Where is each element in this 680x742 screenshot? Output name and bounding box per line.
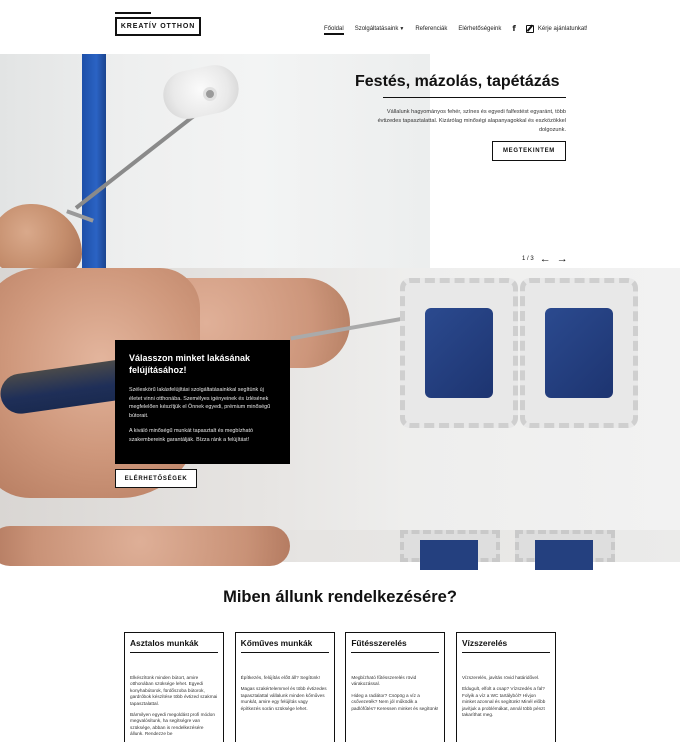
arrow-right-icon[interactable]: →: [556, 253, 568, 265]
arrow-left-icon[interactable]: ←: [539, 253, 551, 265]
chevron-down-icon: ▼: [399, 25, 405, 32]
service-card-text: Vízszerelés, javítás rövid határidővel.: [461, 675, 540, 680]
nav-item-contacts[interactable]: Elérhetőségeink: [458, 25, 502, 32]
service-card-text: Hideg a radiátor? Csöpög a víz a csővezeték? Nem jól működik a padlófűtés? Keressen minket és segítünk!: [351, 692, 439, 711]
service-card-text: Eldugult, elfolt a csap? Vízszedés a fal? Folyik a víz a WC tartályból? Hívjon minket azonnal és segítünk! Minél előbb javítjuk a problémákat, annál több pénzt takaríthat meg.: [461, 686, 546, 718]
hero-description: Vállalunk hagyományos fehér, színes és egyedi falfestést egyaránt, több évtizedes tapasztalattal. Kizárólag minőségi alapanyagokkal és eszközökkel dolgozunk.: [377, 109, 566, 133]
renovation-image-socket-left: [400, 278, 518, 428]
site-logo[interactable]: KREATÍV OTTHON: [115, 17, 201, 36]
strip-image-socket-right: [515, 530, 615, 562]
service-card-divider: [241, 652, 329, 653]
services-heading: Miben állunk rendelkezésére?: [223, 588, 457, 606]
strip-image-socket-left-inner: [420, 540, 478, 570]
service-card-text: Megbízható fűtésszerelés rövid várakozással.: [351, 675, 417, 687]
strip-image-socket-left: [400, 530, 500, 562]
quote-link[interactable]: [526, 25, 588, 33]
nav-item-services[interactable]: [355, 26, 405, 32]
service-card-text: Bármilyen egyedi megoldást profi módon megvalósítunk, ha segítségre van szüksége, abban is rendelkezésére állunk. Rendezze be: [130, 712, 215, 737]
service-card-heating[interactable]: [345, 632, 445, 742]
hero-image-blue-strip: [82, 54, 106, 268]
nav-item-home[interactable]: Főoldal: [324, 25, 344, 32]
service-card-text: Magas szakértelemmel és több évtizedes tapasztalattal vállalunk minden kőműves munkát, amire egy felújítás vagy építkezés során szüksége lehet.: [240, 686, 327, 711]
main-nav: [324, 24, 588, 33]
renovation-paragraph-1: Széleskörű lakásfelújítási szolgáltatásainkkal segítünk új életet vinni otthonába. Személyes igényeinek és ízlésének megfelelően készítjük el Önnek egyedi, prémium minőségű bútorait.: [129, 387, 271, 419]
decorative-image-strip: [0, 530, 680, 562]
facebook-icon[interactable]: f: [512, 24, 516, 33]
service-card-plumbing[interactable]: [456, 632, 556, 742]
renovation-image-socket-left-inner: [425, 308, 493, 398]
service-card-divider: [351, 652, 439, 653]
site-header: [0, 0, 680, 54]
service-card-title: Vízszerelés: [461, 638, 508, 648]
service-card-divider: [462, 652, 550, 653]
service-card-text: Építkezés, felújítás előtt áll? Segítünk!: [240, 675, 320, 680]
renovation-paragraph-2: A kiváló minőségű munkát tapasztalt és megbízható szakembereink garantálják. Bízza ránk a felújítást!: [129, 428, 254, 443]
service-card-divider: [130, 652, 218, 653]
service-card-title: Fűtésszerelés: [351, 638, 407, 648]
service-card-masonry[interactable]: [235, 632, 335, 742]
hero-view-button[interactable]: MEGTEKINTEM: [492, 141, 566, 161]
quote-link-label: Kérje ajánlatunkat!: [537, 25, 588, 32]
renovation-section: [0, 268, 680, 530]
hero-image-paint-roller: [159, 61, 243, 124]
nav-item-services-label: Szolgáltatásaink: [354, 25, 399, 32]
slider-controls: [522, 253, 568, 265]
service-card-text: Elkészítünk minden bútort, amire otthonában szüksége lehet. Egyedi konyhabútorok, fürdőszoba bútorok, gardróbok készítése több évtized szakmai tapasztalattal.: [130, 675, 218, 706]
contacts-button[interactable]: ELÉRHETŐSÉGEK: [115, 469, 197, 488]
services-cards: [124, 632, 556, 737]
hero-title: Festés, mázolás, tapétázás: [355, 73, 560, 90]
service-card-title: Kőműves munkák: [240, 638, 313, 648]
hero-title-underline: [383, 97, 566, 98]
service-card-title: Asztalos munkák: [130, 638, 199, 648]
edit-icon: [526, 25, 534, 33]
renovation-image-socket-right: [520, 278, 638, 428]
hero-image-roller-cap: [203, 87, 217, 101]
strip-image-socket-right-inner: [535, 540, 593, 570]
strip-image-hand: [0, 526, 290, 566]
renovation-card: [115, 340, 290, 464]
hero-slider: [0, 54, 680, 268]
slider-pager: 1 / 3: [522, 256, 534, 262]
renovation-title: Válasszon minket lakásának felújításához!: [129, 353, 251, 375]
nav-item-references[interactable]: Referenciák: [415, 25, 448, 32]
service-card-carpentry[interactable]: [124, 632, 224, 742]
logo-accent-bar: [115, 12, 151, 14]
renovation-image-socket-right-inner: [545, 308, 613, 398]
